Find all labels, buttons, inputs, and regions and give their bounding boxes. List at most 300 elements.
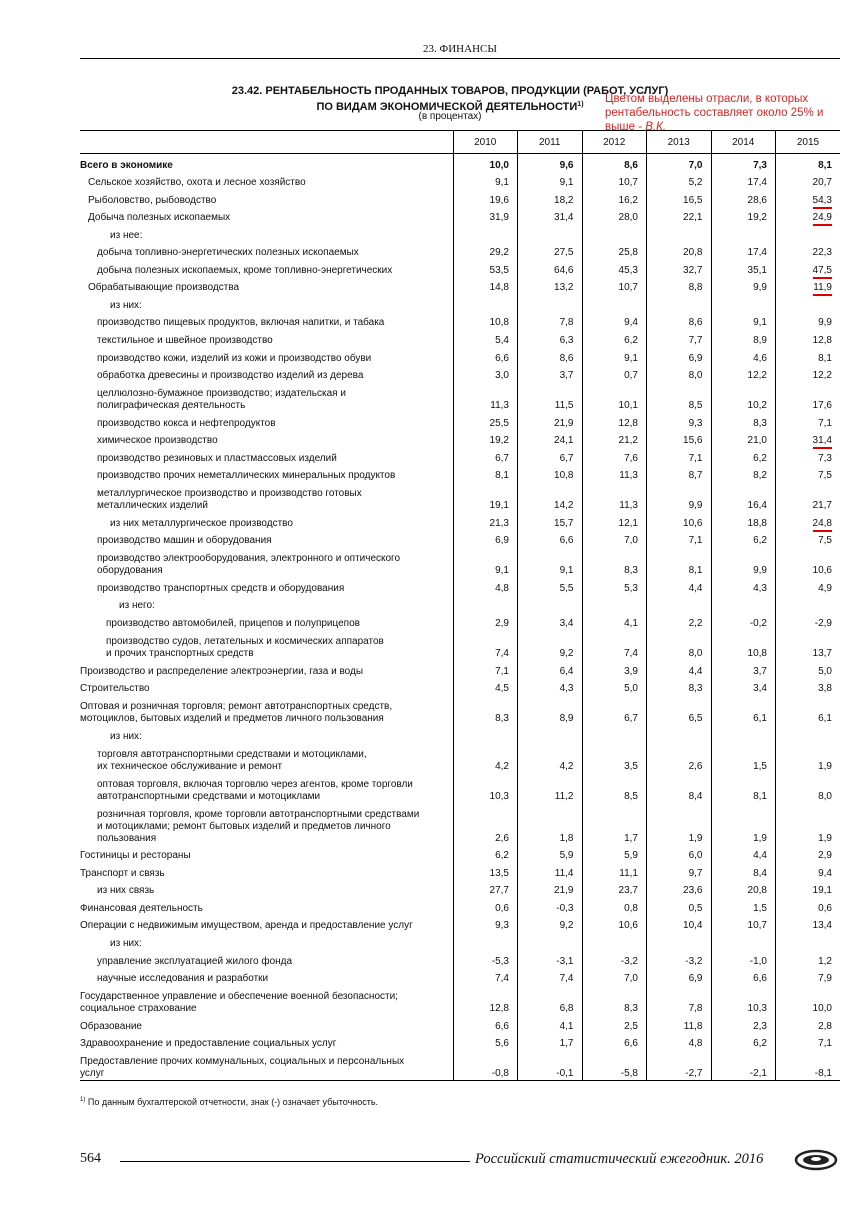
row-label-line: Строительство (80, 683, 150, 695)
value-cell: 10,8 (711, 630, 776, 660)
value-cell: 4,3 (518, 678, 583, 696)
publisher-logo (794, 1149, 838, 1171)
value-cell: 5,0 (582, 678, 647, 696)
value-cell: 7,7 (647, 329, 712, 347)
value-cell: 12,8 (453, 985, 518, 1015)
row-label-line: производство электрооборудования, электронного и оптического (97, 553, 401, 565)
value-cell: 7,5 (776, 465, 841, 483)
title-footnote-mark: 1) (577, 101, 584, 108)
value-cell: 9,7 (647, 862, 712, 880)
table-row (80, 447, 840, 465)
value-cell: 7,1 (647, 530, 712, 548)
value-cell: 8,2 (711, 465, 776, 483)
value-cell (647, 294, 712, 312)
footnote-mark: 1) (80, 1097, 86, 1103)
value-cell: 15,7 (518, 512, 583, 530)
value-cell: 4,5 (453, 678, 518, 696)
value-cell: 8,4 (647, 773, 712, 803)
value-cell (776, 277, 841, 295)
value-cell: 6,2 (453, 845, 518, 863)
table-row (80, 660, 840, 678)
row-label (80, 932, 453, 950)
value-cell: 10,6 (647, 512, 712, 530)
row-label-line: мотоциклов, бытовых изделий и предметов личного пользования (80, 713, 384, 725)
row-label (80, 1050, 453, 1081)
value-cell: 3,7 (518, 365, 583, 383)
value-cell (453, 932, 518, 950)
value-cell: 1,7 (518, 1033, 583, 1051)
value-cell (582, 294, 647, 312)
col-header-year: 2015 (776, 131, 841, 154)
value-cell: 7,6 (582, 447, 647, 465)
table-row (80, 803, 840, 845)
col-header-year: 2011 (518, 131, 583, 154)
value-cell: -5,3 (453, 950, 518, 968)
value-cell: 35,1 (711, 259, 776, 277)
row-label (80, 630, 453, 660)
row-label-line: Оптовая и розничная торговля; ремонт автотранспортных средств, (80, 701, 393, 713)
value-cell: 7,0 (582, 530, 647, 548)
table-row (80, 678, 840, 696)
value-cell: 6,2 (711, 1033, 776, 1051)
value-cell: 8,8 (647, 277, 712, 295)
value-cell: 11,3 (582, 465, 647, 483)
value-cell (518, 224, 583, 242)
value-cell: 1,9 (647, 803, 712, 845)
table-row (80, 172, 840, 190)
row-label (80, 430, 453, 448)
table-row (80, 347, 840, 365)
table-title-line-2-text: ПО ВИДАМ ЭКОНОМИЧЕСКОЙ ДЕЯТЕЛЬНОСТИ (316, 101, 578, 113)
table-row (80, 595, 840, 613)
value-cell: 2,6 (647, 743, 712, 773)
value-cell (776, 932, 841, 950)
value-cell: 9,1 (453, 547, 518, 577)
row-label-line: Предоставление прочих коммунальных, социальных и персональных (80, 1056, 405, 1068)
value-cell: 24,1 (518, 430, 583, 448)
value-cell: 5,6 (453, 1033, 518, 1051)
row-label-line: из нее: (110, 229, 143, 241)
col-header-year: 2014 (711, 131, 776, 154)
row-label-line: из них связь (97, 885, 155, 897)
value-cell (711, 595, 776, 613)
row-label (80, 985, 453, 1015)
row-label (80, 347, 453, 365)
row-label-line: Образование (80, 1020, 142, 1032)
value-cell: 5,5 (518, 577, 583, 595)
value-cell: 1,9 (711, 803, 776, 845)
value-cell: -3,2 (582, 950, 647, 968)
value-cell: -2,7 (647, 1050, 712, 1081)
value-cell: 0,5 (647, 897, 712, 915)
value-cell: 6,0 (647, 845, 712, 863)
value-cell: 13,2 (518, 277, 583, 295)
value-cell: 7,0 (582, 968, 647, 986)
value-cell (776, 259, 841, 277)
value-cell: 21,7 (776, 482, 841, 512)
value-cell: 5,3 (582, 577, 647, 595)
row-label (80, 1033, 453, 1051)
row-label-line: Всего в экономике (80, 159, 173, 171)
value-cell: 9,1 (518, 547, 583, 577)
value-cell: 14,2 (518, 482, 583, 512)
row-label-line: целлюлозно-бумажное производство; издательская и (97, 388, 346, 400)
value-cell: 6,2 (711, 530, 776, 548)
value-cell: 2,8 (776, 1015, 841, 1033)
value-cell: 21,9 (518, 880, 583, 898)
row-label-line: производство кокса и нефтепродуктов (97, 417, 276, 429)
highlighted-value: 47,5 (813, 265, 832, 279)
value-cell: 2,6 (453, 803, 518, 845)
value-cell (453, 725, 518, 743)
value-cell: 7,3 (776, 447, 841, 465)
value-cell: 7,3 (711, 154, 776, 172)
row-label (80, 880, 453, 898)
value-cell: 8,1 (776, 154, 841, 172)
value-cell: 21,3 (453, 512, 518, 530)
row-label (80, 803, 453, 845)
value-cell: 6,6 (582, 1033, 647, 1051)
highlighted-value: 11,9 (813, 282, 832, 296)
value-cell (518, 595, 583, 613)
table-row (80, 512, 840, 530)
value-cell: 28,0 (582, 207, 647, 225)
value-cell: 4,2 (518, 743, 583, 773)
table-row (80, 277, 840, 295)
row-label (80, 412, 453, 430)
row-label-line: пользования (97, 832, 157, 844)
value-cell: 9,3 (453, 915, 518, 933)
value-cell: 3,8 (776, 678, 841, 696)
value-cell: 14,8 (453, 277, 518, 295)
value-cell: 19,2 (453, 430, 518, 448)
row-label (80, 382, 453, 412)
row-label-line: химическое производство (97, 435, 218, 447)
row-label-line: Сельское хозяйство, охота и лесное хозяйство (88, 177, 306, 189)
header-empty-cell (80, 131, 453, 154)
value-cell: 1,7 (582, 803, 647, 845)
value-cell: -2,1 (711, 1050, 776, 1081)
row-label (80, 189, 453, 207)
value-cell: 12,8 (776, 329, 841, 347)
value-cell: 0,6 (776, 897, 841, 915)
value-cell: 7,9 (776, 968, 841, 986)
value-cell: 3,0 (453, 365, 518, 383)
table-row (80, 845, 840, 863)
value-cell: -1,0 (711, 950, 776, 968)
table-title-line-1: 23.42. РЕНТАБЕЛЬНОСТЬ ПРОДАННЫХ ТОВАРОВ, ПРОДУКЦИИ (РАБОТ, УСЛУГ) (231, 85, 669, 97)
value-cell: 32,7 (647, 259, 712, 277)
value-cell: 2,9 (776, 845, 841, 863)
value-cell: 8,9 (711, 329, 776, 347)
value-cell: 16,5 (647, 189, 712, 207)
col-header-year: 2012 (582, 131, 647, 154)
value-cell: 4,2 (453, 743, 518, 773)
table-row (80, 695, 840, 725)
value-cell: 23,7 (582, 880, 647, 898)
value-cell: 6,1 (776, 695, 841, 725)
value-cell: 22,1 (647, 207, 712, 225)
value-cell: 4,1 (582, 612, 647, 630)
highlighted-value: 31,4 (813, 435, 832, 449)
value-cell: 4,4 (647, 577, 712, 595)
value-cell: 8,0 (776, 773, 841, 803)
col-header-year: 2013 (647, 131, 712, 154)
value-cell: 10,8 (453, 312, 518, 330)
value-cell (453, 595, 518, 613)
value-cell: 10,3 (453, 773, 518, 803)
value-cell: -3,1 (518, 950, 583, 968)
table-row (80, 530, 840, 548)
row-label-line: производство машин и оборудования (97, 535, 272, 547)
value-cell (582, 224, 647, 242)
value-cell (776, 430, 841, 448)
value-cell: 8,0 (647, 365, 712, 383)
table-row (80, 224, 840, 242)
row-label-line: и прочих транспортных средств (106, 648, 254, 660)
value-cell: 64,6 (518, 259, 583, 277)
row-label-line: производство судов, летательных и космических аппаратов (106, 636, 384, 648)
highlighted-value: 24,9 (813, 212, 832, 226)
value-cell (776, 294, 841, 312)
row-label (80, 725, 453, 743)
value-cell: 19,6 (453, 189, 518, 207)
row-label-line: социальное страхование (80, 1003, 197, 1015)
value-cell (518, 725, 583, 743)
footnote (80, 1097, 378, 1107)
footnote-text: По данным бухгалтерской отчетности, знак (-) означает убыточность. (85, 1097, 379, 1107)
table-row (80, 547, 840, 577)
value-cell: 53,5 (453, 259, 518, 277)
row-label (80, 897, 453, 915)
value-cell: 18,8 (711, 512, 776, 530)
row-label (80, 612, 453, 630)
row-label-line: полиграфическая деятельность (97, 400, 246, 412)
value-cell: 6,7 (582, 695, 647, 725)
row-label-line: из них: (110, 730, 142, 742)
value-cell: 9,6 (518, 154, 583, 172)
value-cell: 6,8 (518, 985, 583, 1015)
value-cell: 3,4 (518, 612, 583, 630)
value-cell: 8,3 (453, 695, 518, 725)
value-cell: 6,6 (453, 347, 518, 365)
value-cell: 3,9 (582, 660, 647, 678)
value-cell (711, 932, 776, 950)
value-cell: 7,1 (776, 1033, 841, 1051)
value-cell: 6,5 (647, 695, 712, 725)
value-cell: 3,4 (711, 678, 776, 696)
value-cell: 13,7 (776, 630, 841, 660)
row-label-line: из них металлургическое производство (110, 517, 293, 529)
row-label (80, 845, 453, 863)
value-cell: 20,8 (647, 242, 712, 260)
table-units: (в процентах) (418, 111, 482, 122)
table-row (80, 950, 840, 968)
value-cell: 11,5 (518, 382, 583, 412)
row-label (80, 207, 453, 225)
value-cell (647, 224, 712, 242)
table-row (80, 968, 840, 986)
value-cell (776, 595, 841, 613)
value-cell: 4,4 (711, 845, 776, 863)
value-cell (776, 725, 841, 743)
value-cell (647, 595, 712, 613)
value-cell: 12,2 (711, 365, 776, 383)
row-label (80, 482, 453, 512)
value-cell: 19,1 (776, 880, 841, 898)
header-row (80, 131, 840, 154)
row-label-line: Производство и распределение электроэнергии, газа и воды (80, 665, 364, 677)
value-cell: 8,1 (776, 347, 841, 365)
col-header-year: 2010 (453, 131, 518, 154)
value-cell: 16,4 (711, 482, 776, 512)
value-cell: 9,2 (518, 915, 583, 933)
value-cell: 6,9 (647, 968, 712, 986)
value-cell: -5,8 (582, 1050, 647, 1081)
table-row (80, 915, 840, 933)
row-label (80, 277, 453, 295)
row-label-line: оптовая торговля, включая торговлю через агентов, кроме торговли (97, 778, 413, 790)
value-cell: 9,9 (647, 482, 712, 512)
value-cell: 10,7 (582, 277, 647, 295)
value-cell: 6,2 (711, 447, 776, 465)
row-label-line: и мотоциклами; ремонт бытовых изделий и предметов личного (97, 820, 391, 832)
row-label-line: обработка древесины и производство изделий из дерева (97, 370, 364, 382)
row-label (80, 465, 453, 483)
row-label-line: торговля автотранспортными средствами и мотоциклами, (97, 748, 367, 760)
row-label (80, 678, 453, 696)
value-cell: 2,3 (711, 1015, 776, 1033)
value-cell: 8,0 (647, 630, 712, 660)
value-cell: 19,2 (711, 207, 776, 225)
value-cell: 10,4 (647, 915, 712, 933)
value-cell: 11,1 (582, 862, 647, 880)
value-cell (453, 224, 518, 242)
value-cell: 16,2 (582, 189, 647, 207)
value-cell: 9,4 (582, 312, 647, 330)
value-cell: 0,7 (582, 365, 647, 383)
value-cell: 6,9 (453, 530, 518, 548)
row-label (80, 577, 453, 595)
value-cell: 7,1 (647, 447, 712, 465)
row-label-line: Здравоохранение и предоставление социальных услуг (80, 1038, 337, 1050)
value-cell: -0,2 (711, 612, 776, 630)
row-label (80, 950, 453, 968)
profitability-table (80, 130, 840, 1081)
row-label (80, 968, 453, 986)
footer-rule (120, 1161, 470, 1162)
value-cell: 9,4 (776, 862, 841, 880)
row-label-line: Операции с недвижимым имуществом, аренда и предоставление услуг (80, 920, 413, 932)
value-cell: 10,6 (582, 915, 647, 933)
row-label-line: научные исследования и разработки (97, 973, 269, 985)
value-cell (647, 725, 712, 743)
table-row (80, 329, 840, 347)
value-cell: 28,6 (711, 189, 776, 207)
table-row (80, 189, 840, 207)
value-cell: 8,5 (647, 382, 712, 412)
value-cell: 31,4 (518, 207, 583, 225)
row-label (80, 242, 453, 260)
value-cell: 7,1 (453, 660, 518, 678)
value-cell: 27,5 (518, 242, 583, 260)
value-cell: 6,7 (453, 447, 518, 465)
value-cell: 6,1 (711, 695, 776, 725)
value-cell: 6,6 (453, 1015, 518, 1033)
row-label-line: Государственное управление и обеспечение военной безопасности; (80, 991, 398, 1003)
table-row (80, 154, 840, 172)
row-label-line: Обрабатывающие производства (88, 282, 240, 294)
row-label-line: производство прочих неметаллических минеральных продуктов (97, 470, 396, 482)
value-cell: 1,2 (776, 950, 841, 968)
value-cell (582, 932, 647, 950)
table-row (80, 412, 840, 430)
row-label-line: из него: (119, 600, 155, 612)
value-cell: 6,7 (518, 447, 583, 465)
value-cell: 6,3 (518, 329, 583, 347)
value-cell (647, 932, 712, 950)
value-cell: 2,5 (582, 1015, 647, 1033)
value-cell: 8,1 (453, 465, 518, 483)
row-label (80, 512, 453, 530)
row-label-line: управление эксплуатацией жилого фонда (97, 955, 293, 967)
value-cell: 7,8 (647, 985, 712, 1015)
value-cell: 8,5 (582, 773, 647, 803)
value-cell: 10,3 (711, 985, 776, 1015)
row-label-line: производство пищевых продуктов, включая напитки, и табака (97, 317, 385, 329)
value-cell: 17,6 (776, 382, 841, 412)
value-cell: 18,2 (518, 189, 583, 207)
highlighted-value: 24,8 (813, 518, 832, 532)
row-label-line: металлических изделий (97, 500, 208, 512)
value-cell: 7,1 (776, 412, 841, 430)
value-cell: 9,9 (776, 312, 841, 330)
value-cell: 3,5 (582, 743, 647, 773)
table-row (80, 365, 840, 383)
value-cell: 10,6 (776, 547, 841, 577)
value-cell: 17,4 (711, 242, 776, 260)
value-cell: 17,4 (711, 172, 776, 190)
value-cell: 21,9 (518, 412, 583, 430)
value-cell: 4,4 (647, 660, 712, 678)
row-label-line: Транспорт и связь (80, 867, 165, 879)
table-row (80, 1015, 840, 1033)
value-cell (582, 595, 647, 613)
value-cell (453, 294, 518, 312)
value-cell: 3,7 (711, 660, 776, 678)
table-row (80, 577, 840, 595)
value-cell: 15,6 (647, 430, 712, 448)
value-cell (711, 224, 776, 242)
annotation-text: Цветом выделены отрасли, в которых рентабельность составляет около 25% и выше - (605, 93, 824, 133)
value-cell: 22,3 (776, 242, 841, 260)
table-row (80, 294, 840, 312)
value-cell: 10,1 (582, 382, 647, 412)
row-label-line: автотранспортными средствами и мотоциклами (97, 790, 321, 802)
row-label-line: их техническое обслуживание и ремонт (97, 760, 283, 772)
table-row (80, 932, 840, 950)
header-rule (80, 58, 840, 59)
value-cell: 8,3 (711, 412, 776, 430)
row-label (80, 294, 453, 312)
value-cell: 7,5 (776, 530, 841, 548)
value-cell (711, 725, 776, 743)
row-label (80, 773, 453, 803)
value-cell: 10,0 (453, 154, 518, 172)
value-cell: 8,3 (582, 985, 647, 1015)
value-cell: 8,6 (518, 347, 583, 365)
row-label (80, 447, 453, 465)
